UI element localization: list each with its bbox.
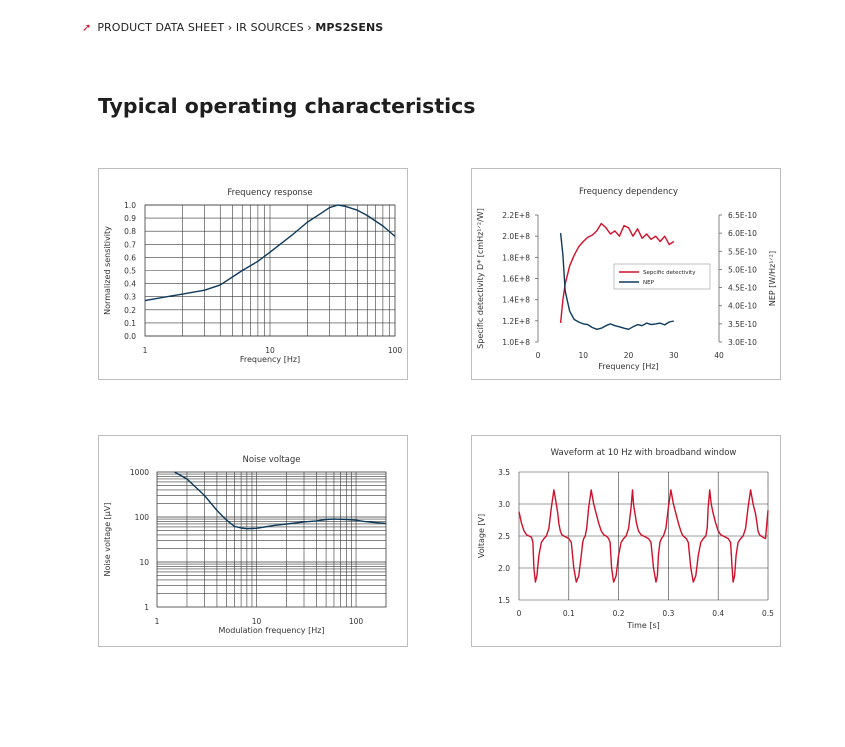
x-tick-label: 1: [154, 617, 160, 626]
y-tick-label: 0.4: [124, 279, 136, 289]
noise-series-line: [175, 472, 387, 529]
x-axis-label: Time [s]: [627, 621, 660, 630]
x-tick-label: 10: [578, 351, 589, 360]
breadcrumb-current: MPS2SENS: [315, 21, 384, 34]
waveform-chart: [472, 436, 782, 648]
frequency-response-chart: [99, 169, 409, 381]
y-tick-label: 2.5: [498, 532, 510, 541]
y-tick-label: 3.0: [498, 500, 510, 509]
chart-title: Waveform at 10 Hz with broadband window: [550, 448, 737, 458]
x-tick-label: 30: [668, 351, 679, 360]
x-tick-label: 10: [265, 346, 275, 355]
y-tick-label: 1.5: [498, 596, 510, 605]
y-tick-label: 1.4E+8: [502, 295, 530, 305]
breadcrumb-path[interactable]: PRODUCT DATA SHEET › IR SOURCES ›: [97, 21, 316, 34]
y-tick-label: 0.0: [124, 332, 136, 341]
page-title: Typical operating characteristics: [98, 94, 476, 118]
y-tick-label: 0.8: [124, 227, 136, 237]
x-tick-label: 20: [623, 351, 634, 360]
y-tick-label: 1000: [129, 468, 149, 477]
y2-tick-label: 4.5E-10: [728, 283, 757, 293]
y2-tick-label: 5.5E-10: [728, 247, 757, 257]
y-tick-label: 0.1: [124, 318, 136, 328]
chart-title: Frequency dependency: [579, 187, 678, 197]
breadcrumb: [82, 21, 383, 34]
x-tick-label: 0.4: [712, 609, 725, 618]
y-tick-label: 2.0E+8: [502, 232, 530, 242]
x-tick-label: 0.5: [762, 609, 774, 618]
x-tick-label: 100: [387, 346, 403, 355]
y-tick-label: 1.8E+8: [502, 253, 530, 263]
y-tick-label: 3.5: [498, 468, 510, 477]
noise-voltage-chart: [99, 436, 409, 648]
y2-tick-label: 3.0E-10: [728, 338, 757, 347]
y-tick-label: 0.2: [124, 305, 136, 315]
y2-tick-label: 6.5E-10: [728, 211, 757, 220]
y-tick-label: 2.0: [498, 564, 510, 573]
y-axis-label: Noise voltage [µV]: [103, 502, 112, 577]
y-tick-label: 100: [134, 513, 149, 522]
y2-tick-label: 6.0E-10: [728, 229, 757, 239]
y2-axis-label: NEP [W/Hz¹ᐟ²]: [768, 250, 777, 307]
x-axis-label: Modulation frequency [Hz]: [218, 626, 325, 635]
chart-title: Noise voltage: [242, 455, 301, 465]
y-tick-label: 0.3: [124, 292, 136, 302]
x-tick-label: 0.1: [562, 609, 575, 618]
noise-voltage-panel: [98, 435, 408, 647]
y-tick-label: 0.7: [124, 240, 136, 250]
x-tick-label: 0.2: [612, 609, 625, 618]
y-axis-label: Voltage [V]: [477, 513, 486, 559]
y-tick-label: 0.5: [124, 266, 136, 276]
y-tick-label: 1.2E+8: [502, 316, 530, 326]
y2-tick-label: 5.0E-10: [728, 265, 757, 275]
y-tick-label: 2.2E+8: [502, 211, 530, 220]
x-axis-label: Frequency [Hz]: [239, 355, 301, 364]
x-tick-label: 100: [348, 617, 364, 626]
x-tick-label: 1: [142, 346, 148, 355]
y-tick-label: 1: [144, 603, 149, 612]
y-axis-label: Normalized sensitivity: [103, 226, 112, 315]
y2-tick-label: 4.0E-10: [728, 301, 757, 311]
y-tick-label: 0.6: [124, 253, 136, 263]
y2-tick-label: 3.5E-10: [728, 319, 757, 329]
x-axis-label: Frequency [Hz]: [598, 362, 659, 371]
y-tick-label: 1.6E+8: [502, 274, 530, 284]
legend-box: [614, 264, 710, 289]
y-tick-label: 1.0: [124, 201, 136, 210]
frequency-dependency-panel: [471, 168, 781, 380]
frequency-response-panel: [98, 168, 408, 380]
x-tick-label: 0: [516, 609, 522, 618]
y-axis-label: Specific detectivity D* [cmHz¹ᐟ²/W]: [476, 208, 485, 349]
chart-title: Frequency response: [227, 188, 313, 198]
x-tick-label: 0.3: [662, 609, 675, 618]
arrow-up-right-icon: ➚: [82, 21, 92, 34]
y-tick-label: 10: [139, 558, 149, 567]
y-tick-label: 1.0E+8: [502, 338, 530, 347]
frequency-dependency-chart: [472, 169, 782, 381]
y-tick-label: 0.9: [124, 214, 136, 224]
x-tick-label: 40: [714, 351, 724, 360]
legend-label: NEP: [643, 280, 654, 286]
waveform-panel: [471, 435, 781, 647]
x-tick-label: 0: [535, 351, 541, 360]
x-tick-label: 10: [251, 617, 262, 626]
legend-label: Sepcific detectivity: [643, 270, 696, 276]
